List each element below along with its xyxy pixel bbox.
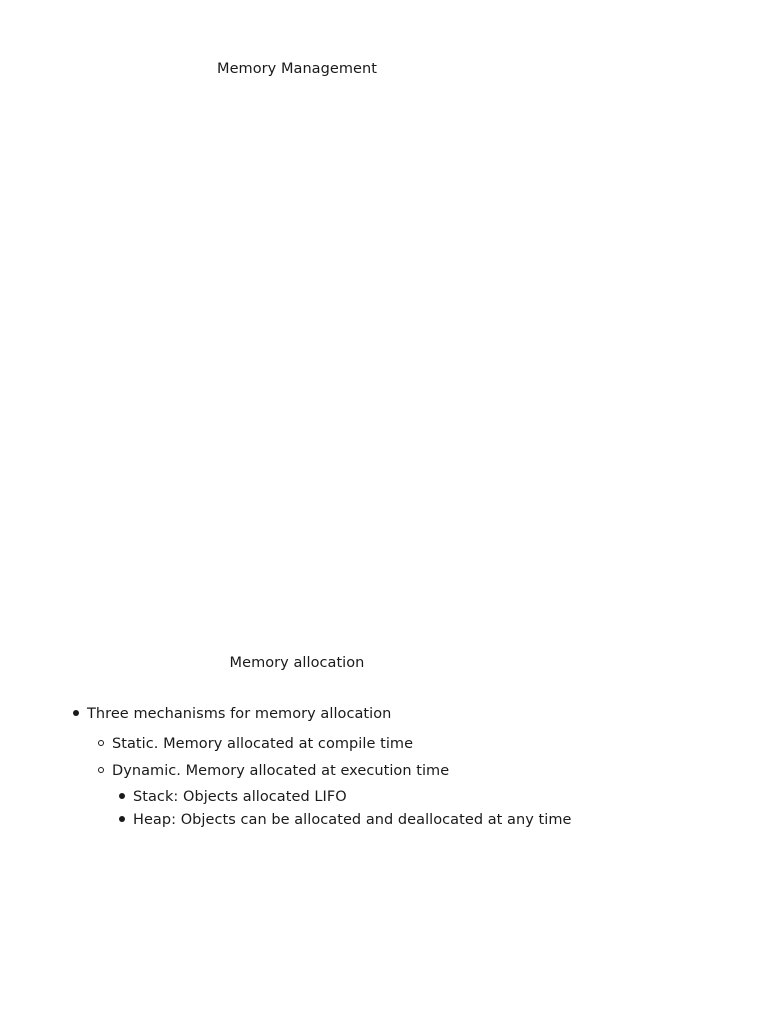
list-item-text: Three mechanisms for memory allocation [87, 706, 392, 722]
list-item-heap [119, 811, 572, 829]
list-item-text: Dynamic. Memory allocated at execution time [112, 763, 450, 779]
bullet-disc-icon [73, 705, 87, 723]
bullet-circle-icon [98, 735, 112, 753]
list-item-mechanisms [73, 705, 391, 723]
slide-title-memory-allocation: Memory allocation [229, 655, 365, 671]
list-item-text: Heap: Objects can be allocated and deallocated at any time [133, 812, 572, 828]
bullet-disc-icon [119, 788, 133, 806]
list-item-dynamic [98, 762, 449, 780]
slide-title-memory-management: Memory Management [217, 61, 377, 77]
list-item-text: Stack: Objects allocated LIFO [133, 789, 347, 805]
list-item-stack [119, 788, 347, 806]
list-item-text: Static. Memory allocated at compile time [112, 736, 414, 752]
list-item-static [98, 735, 413, 753]
bullet-circle-icon [98, 762, 112, 780]
bullet-disc-icon [119, 811, 133, 829]
